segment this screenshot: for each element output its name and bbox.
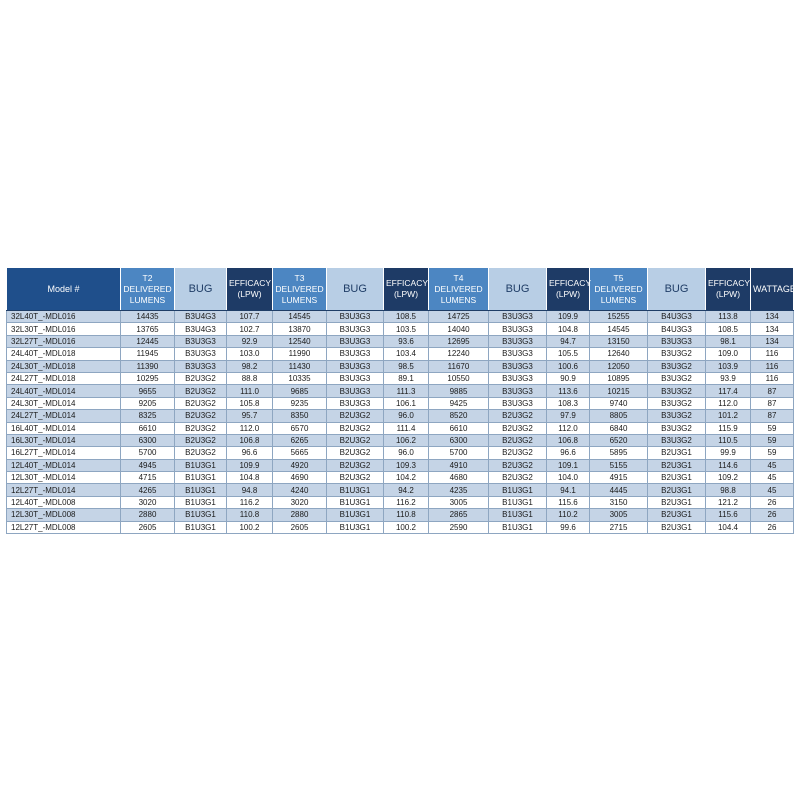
- table-header-row: [7, 268, 794, 311]
- cell-t5-bug: B3U3G2: [648, 410, 706, 422]
- cell-t4-bug: B3U3G3: [489, 335, 547, 347]
- cell-t3-bug: B2U3G2: [327, 422, 384, 434]
- cell-t5-efficacy: 110.5: [706, 434, 751, 446]
- cell-t5-bug: B2U3G1: [648, 447, 706, 459]
- cell-t3-lumens: 9685: [273, 385, 327, 397]
- cell-t3-bug: B1U3G1: [327, 509, 384, 521]
- cell-t5-lumens: 5895: [590, 447, 648, 459]
- cell-t2-lumens: 6610: [121, 422, 175, 434]
- cell-wattage: 134: [751, 323, 794, 335]
- table-row: [7, 410, 794, 422]
- cell-t2-lumens: 12445: [121, 335, 175, 347]
- table-row: [7, 372, 794, 384]
- cell-t5-bug: B2U3G1: [648, 509, 706, 521]
- cell-t5-efficacy: 98.8: [706, 484, 751, 496]
- header-t3-efficacy: EFFICACY (LPW): [384, 268, 429, 311]
- cell-model: 16L40T_-MDL014: [7, 422, 121, 434]
- cell-t2-bug: B3U3G3: [175, 335, 227, 347]
- cell-wattage: 116: [751, 360, 794, 372]
- cell-t3-efficacy: 103.4: [384, 348, 429, 360]
- cell-t3-efficacy: 103.5: [384, 323, 429, 335]
- cell-t2-bug: B3U4G3: [175, 323, 227, 335]
- cell-t3-bug: B3U3G3: [327, 397, 384, 409]
- cell-t5-efficacy: 115.6: [706, 509, 751, 521]
- header-t3-lumens: T3 DELIVERED LUMENS: [273, 268, 327, 311]
- cell-t4-lumens: 9885: [429, 385, 489, 397]
- cell-t4-efficacy: 108.3: [547, 397, 590, 409]
- table-row: [7, 323, 794, 335]
- cell-t2-efficacy: 111.0: [227, 385, 273, 397]
- cell-t4-bug: B2U3G2: [489, 410, 547, 422]
- header-t2-bug: BUG: [175, 268, 227, 311]
- cell-wattage: 87: [751, 385, 794, 397]
- cell-t3-lumens: 2605: [273, 521, 327, 533]
- cell-t2-lumens: 2605: [121, 521, 175, 533]
- header-t2-efficacy: EFFICACY (LPW): [227, 268, 273, 311]
- cell-t4-efficacy: 115.6: [547, 496, 590, 508]
- cell-t3-efficacy: 108.5: [384, 311, 429, 323]
- table-body: [7, 311, 794, 534]
- cell-t2-lumens: 4715: [121, 472, 175, 484]
- cell-t2-efficacy: 95.7: [227, 410, 273, 422]
- cell-model: 16L27T_-MDL014: [7, 447, 121, 459]
- table-row: [7, 459, 794, 471]
- cell-model: 24L40T_-MDL018: [7, 348, 121, 360]
- cell-model: 16L30T_-MDL014: [7, 434, 121, 446]
- cell-t4-efficacy: 105.5: [547, 348, 590, 360]
- cell-t3-bug: B2U3G2: [327, 410, 384, 422]
- cell-t3-lumens: 5665: [273, 447, 327, 459]
- cell-t3-lumens: 13870: [273, 323, 327, 335]
- table-row: [7, 496, 794, 508]
- cell-t5-efficacy: 103.9: [706, 360, 751, 372]
- cell-t3-efficacy: 106.2: [384, 434, 429, 446]
- cell-t3-lumens: 10335: [273, 372, 327, 384]
- cell-t3-lumens: 3020: [273, 496, 327, 508]
- cell-t4-lumens: 12695: [429, 335, 489, 347]
- cell-t2-efficacy: 112.0: [227, 422, 273, 434]
- cell-t5-bug: B2U3G1: [648, 472, 706, 484]
- cell-t5-lumens: 15255: [590, 311, 648, 323]
- cell-t4-lumens: 8520: [429, 410, 489, 422]
- cell-t2-lumens: 2880: [121, 509, 175, 521]
- cell-t2-lumens: 11390: [121, 360, 175, 372]
- cell-t5-efficacy: 109.2: [706, 472, 751, 484]
- cell-t4-bug: B2U3G2: [489, 447, 547, 459]
- cell-model: 24L27T_-MDL018: [7, 372, 121, 384]
- cell-t3-lumens: 6570: [273, 422, 327, 434]
- cell-t5-efficacy: 113.8: [706, 311, 751, 323]
- cell-t4-lumens: 6610: [429, 422, 489, 434]
- cell-t4-bug: B3U3G3: [489, 311, 547, 323]
- cell-t3-efficacy: 104.2: [384, 472, 429, 484]
- cell-t4-efficacy: 112.0: [547, 422, 590, 434]
- cell-wattage: 116: [751, 372, 794, 384]
- cell-t2-efficacy: 110.8: [227, 509, 273, 521]
- table-row: [7, 434, 794, 446]
- header-model: Model #: [7, 268, 121, 311]
- cell-t5-efficacy: 108.5: [706, 323, 751, 335]
- cell-t4-bug: B3U3G3: [489, 360, 547, 372]
- cell-t4-bug: B3U3G3: [489, 372, 547, 384]
- cell-t3-lumens: 14545: [273, 311, 327, 323]
- cell-t4-bug: B1U3G1: [489, 484, 547, 496]
- cell-t2-efficacy: 92.9: [227, 335, 273, 347]
- table-row: [7, 397, 794, 409]
- cell-t4-lumens: 4235: [429, 484, 489, 496]
- cell-wattage: 134: [751, 311, 794, 323]
- cell-t3-lumens: 4690: [273, 472, 327, 484]
- cell-t2-lumens: 11945: [121, 348, 175, 360]
- cell-t5-efficacy: 115.9: [706, 422, 751, 434]
- cell-t5-efficacy: 117.4: [706, 385, 751, 397]
- cell-t2-bug: B2U3G2: [175, 447, 227, 459]
- cell-t2-efficacy: 116.2: [227, 496, 273, 508]
- cell-t5-bug: B4U3G3: [648, 323, 706, 335]
- cell-t5-efficacy: 98.1: [706, 335, 751, 347]
- cell-t5-lumens: 4915: [590, 472, 648, 484]
- cell-t4-lumens: 6300: [429, 434, 489, 446]
- cell-t4-efficacy: 104.0: [547, 472, 590, 484]
- cell-wattage: 45: [751, 472, 794, 484]
- cell-t2-bug: B2U3G2: [175, 385, 227, 397]
- cell-t4-lumens: 12240: [429, 348, 489, 360]
- cell-t4-bug: B3U3G3: [489, 385, 547, 397]
- cell-t2-bug: B1U3G1: [175, 509, 227, 521]
- cell-t4-efficacy: 94.1: [547, 484, 590, 496]
- cell-model: 32L40T_-MDL016: [7, 311, 121, 323]
- cell-t4-lumens: 14040: [429, 323, 489, 335]
- cell-model: 24L30T_-MDL018: [7, 360, 121, 372]
- header-t4-lumens: T4 DELIVERED LUMENS: [429, 268, 489, 311]
- cell-t2-lumens: 4265: [121, 484, 175, 496]
- cell-t5-efficacy: 121.2: [706, 496, 751, 508]
- cell-t2-lumens: 14435: [121, 311, 175, 323]
- cell-wattage: 26: [751, 496, 794, 508]
- cell-t2-efficacy: 104.8: [227, 472, 273, 484]
- cell-t3-efficacy: 106.1: [384, 397, 429, 409]
- table-row: [7, 521, 794, 533]
- cell-t3-bug: B1U3G1: [327, 484, 384, 496]
- cell-model: 12L30T_-MDL008: [7, 509, 121, 521]
- cell-t3-efficacy: 94.2: [384, 484, 429, 496]
- cell-t5-lumens: 5155: [590, 459, 648, 471]
- cell-t3-bug: B3U3G3: [327, 385, 384, 397]
- cell-t4-bug: B1U3G1: [489, 521, 547, 533]
- cell-t4-lumens: 4680: [429, 472, 489, 484]
- cell-t3-efficacy: 110.8: [384, 509, 429, 521]
- cell-t2-lumens: 3020: [121, 496, 175, 508]
- cell-model: 12L40T_-MDL014: [7, 459, 121, 471]
- cell-t2-bug: B1U3G1: [175, 521, 227, 533]
- header-t4-bug: BUG: [489, 268, 547, 311]
- cell-wattage: 87: [751, 410, 794, 422]
- cell-t5-bug: B4U3G3: [648, 311, 706, 323]
- cell-t2-bug: B2U3G2: [175, 410, 227, 422]
- cell-t5-bug: B3U3G2: [648, 360, 706, 372]
- cell-t2-efficacy: 94.8: [227, 484, 273, 496]
- cell-t4-efficacy: 109.1: [547, 459, 590, 471]
- cell-t2-lumens: 9655: [121, 385, 175, 397]
- cell-t4-efficacy: 94.7: [547, 335, 590, 347]
- cell-t3-bug: B1U3G1: [327, 521, 384, 533]
- cell-t2-lumens: 9205: [121, 397, 175, 409]
- cell-t3-bug: B3U3G3: [327, 335, 384, 347]
- header-t2-lumens: T2 DELIVERED LUMENS: [121, 268, 175, 311]
- cell-t5-efficacy: 109.0: [706, 348, 751, 360]
- cell-wattage: 87: [751, 397, 794, 409]
- cell-wattage: 116: [751, 348, 794, 360]
- cell-model: 12L27T_-MDL008: [7, 521, 121, 533]
- cell-t5-lumens: 10895: [590, 372, 648, 384]
- cell-t5-bug: B2U3G1: [648, 484, 706, 496]
- cell-t4-lumens: 14725: [429, 311, 489, 323]
- cell-t2-lumens: 5700: [121, 447, 175, 459]
- cell-t4-bug: B1U3G1: [489, 509, 547, 521]
- cell-model: 24L40T_-MDL014: [7, 385, 121, 397]
- cell-t4-bug: B3U3G3: [489, 348, 547, 360]
- cell-t3-lumens: 9235: [273, 397, 327, 409]
- cell-t4-efficacy: 113.6: [547, 385, 590, 397]
- header-t4-efficacy: EFFICACY (LPW): [547, 268, 590, 311]
- cell-t5-lumens: 12050: [590, 360, 648, 372]
- cell-t5-bug: B2U3G1: [648, 521, 706, 533]
- cell-t4-lumens: 4910: [429, 459, 489, 471]
- cell-t5-bug: B3U3G2: [648, 348, 706, 360]
- cell-t3-lumens: 4240: [273, 484, 327, 496]
- cell-t2-lumens: 13765: [121, 323, 175, 335]
- cell-t3-efficacy: 100.2: [384, 521, 429, 533]
- header-t5-lumens: T5 DELIVERED LUMENS: [590, 268, 648, 311]
- cell-model: 12L30T_-MDL014: [7, 472, 121, 484]
- cell-t2-lumens: 10295: [121, 372, 175, 384]
- cell-t3-lumens: 11990: [273, 348, 327, 360]
- cell-t3-efficacy: 96.0: [384, 447, 429, 459]
- table-row: [7, 509, 794, 521]
- cell-t2-bug: B1U3G1: [175, 496, 227, 508]
- cell-model: 32L27T_-MDL016: [7, 335, 121, 347]
- cell-t2-bug: B1U3G1: [175, 484, 227, 496]
- cell-t5-bug: B2U3G1: [648, 459, 706, 471]
- cell-t4-bug: B2U3G2: [489, 472, 547, 484]
- cell-t3-efficacy: 96.0: [384, 410, 429, 422]
- cell-t3-lumens: 8350: [273, 410, 327, 422]
- table-row: [7, 360, 794, 372]
- cell-t4-lumens: 11670: [429, 360, 489, 372]
- cell-t5-bug: B2U3G1: [648, 496, 706, 508]
- cell-t4-efficacy: 96.6: [547, 447, 590, 459]
- cell-t5-bug: B3U3G2: [648, 397, 706, 409]
- cell-t3-efficacy: 89.1: [384, 372, 429, 384]
- cell-model: 12L27T_-MDL014: [7, 484, 121, 496]
- cell-model: 24L30T_-MDL014: [7, 397, 121, 409]
- cell-model: 12L40T_-MDL008: [7, 496, 121, 508]
- cell-wattage: 59: [751, 434, 794, 446]
- table-row: [7, 472, 794, 484]
- cell-t2-efficacy: 107.7: [227, 311, 273, 323]
- cell-t2-efficacy: 88.8: [227, 372, 273, 384]
- cell-t4-efficacy: 104.8: [547, 323, 590, 335]
- cell-t4-efficacy: 90.9: [547, 372, 590, 384]
- cell-t3-lumens: 11430: [273, 360, 327, 372]
- cell-t3-efficacy: 93.6: [384, 335, 429, 347]
- cell-t5-lumens: 4445: [590, 484, 648, 496]
- cell-t4-bug: B2U3G2: [489, 422, 547, 434]
- cell-t4-bug: B2U3G2: [489, 434, 547, 446]
- cell-t3-efficacy: 116.2: [384, 496, 429, 508]
- cell-model: 24L27T_-MDL014: [7, 410, 121, 422]
- cell-t4-efficacy: 97.9: [547, 410, 590, 422]
- cell-t5-lumens: 13150: [590, 335, 648, 347]
- cell-wattage: 59: [751, 422, 794, 434]
- cell-t4-efficacy: 106.8: [547, 434, 590, 446]
- cell-t4-lumens: 9425: [429, 397, 489, 409]
- cell-t4-efficacy: 110.2: [547, 509, 590, 521]
- lumen-table: [6, 267, 794, 534]
- cell-t5-lumens: 2715: [590, 521, 648, 533]
- cell-t4-efficacy: 100.6: [547, 360, 590, 372]
- cell-t4-bug: B2U3G2: [489, 459, 547, 471]
- cell-t3-bug: B2U3G2: [327, 459, 384, 471]
- cell-t2-efficacy: 109.9: [227, 459, 273, 471]
- cell-t5-bug: B3U3G2: [648, 372, 706, 384]
- cell-t5-bug: B3U3G2: [648, 434, 706, 446]
- cell-t3-bug: B3U3G3: [327, 372, 384, 384]
- table-row: [7, 447, 794, 459]
- cell-t3-bug: B3U3G3: [327, 311, 384, 323]
- cell-t3-bug: B2U3G2: [327, 472, 384, 484]
- cell-t3-lumens: 4920: [273, 459, 327, 471]
- cell-t2-efficacy: 100.2: [227, 521, 273, 533]
- cell-t5-lumens: 9740: [590, 397, 648, 409]
- cell-t5-efficacy: 104.4: [706, 521, 751, 533]
- cell-t3-bug: B2U3G2: [327, 447, 384, 459]
- cell-t2-bug: B3U3G3: [175, 360, 227, 372]
- cell-wattage: 45: [751, 484, 794, 496]
- cell-t2-bug: B1U3G1: [175, 472, 227, 484]
- cell-t2-bug: B1U3G1: [175, 459, 227, 471]
- cell-t5-lumens: 6840: [590, 422, 648, 434]
- cell-t4-efficacy: 109.9: [547, 311, 590, 323]
- cell-t2-bug: B2U3G2: [175, 422, 227, 434]
- cell-t3-bug: B3U3G3: [327, 348, 384, 360]
- cell-t5-lumens: 6520: [590, 434, 648, 446]
- cell-t3-efficacy: 109.3: [384, 459, 429, 471]
- cell-t3-bug: B3U3G3: [327, 360, 384, 372]
- cell-t2-bug: B2U3G2: [175, 372, 227, 384]
- cell-t2-efficacy: 102.7: [227, 323, 273, 335]
- cell-t3-efficacy: 111.3: [384, 385, 429, 397]
- table-row: [7, 348, 794, 360]
- cell-t2-efficacy: 98.2: [227, 360, 273, 372]
- cell-t5-bug: B3U3G2: [648, 385, 706, 397]
- cell-wattage: 45: [751, 459, 794, 471]
- table-row: [7, 422, 794, 434]
- cell-t4-efficacy: 99.6: [547, 521, 590, 533]
- table-row: [7, 335, 794, 347]
- cell-t2-lumens: 8325: [121, 410, 175, 422]
- cell-t5-lumens: 12640: [590, 348, 648, 360]
- cell-t5-efficacy: 112.0: [706, 397, 751, 409]
- cell-model: 32L30T_-MDL016: [7, 323, 121, 335]
- cell-t2-bug: B3U3G3: [175, 348, 227, 360]
- cell-t2-efficacy: 96.6: [227, 447, 273, 459]
- cell-t5-bug: B3U3G2: [648, 422, 706, 434]
- cell-t5-efficacy: 93.9: [706, 372, 751, 384]
- cell-t2-efficacy: 105.8: [227, 397, 273, 409]
- cell-t3-efficacy: 98.5: [384, 360, 429, 372]
- cell-t3-lumens: 12540: [273, 335, 327, 347]
- cell-wattage: 26: [751, 509, 794, 521]
- cell-t5-efficacy: 101.2: [706, 410, 751, 422]
- cell-t2-bug: B2U3G2: [175, 397, 227, 409]
- cell-t3-bug: B3U3G3: [327, 323, 384, 335]
- cell-t4-lumens: 2590: [429, 521, 489, 533]
- cell-t5-lumens: 3005: [590, 509, 648, 521]
- cell-t3-lumens: 6265: [273, 434, 327, 446]
- cell-wattage: 26: [751, 521, 794, 533]
- cell-t3-efficacy: 111.4: [384, 422, 429, 434]
- cell-t4-lumens: 2865: [429, 509, 489, 521]
- cell-t3-lumens: 2880: [273, 509, 327, 521]
- header-wattage: WATTAGE: [751, 268, 794, 311]
- cell-t5-efficacy: 99.9: [706, 447, 751, 459]
- cell-t4-lumens: 5700: [429, 447, 489, 459]
- cell-t4-bug: B3U3G3: [489, 323, 547, 335]
- cell-t5-efficacy: 114.6: [706, 459, 751, 471]
- cell-t2-bug: B2U3G2: [175, 434, 227, 446]
- cell-t5-lumens: 8805: [590, 410, 648, 422]
- header-t5-bug: BUG: [648, 268, 706, 311]
- table-row: [7, 385, 794, 397]
- table-row: [7, 311, 794, 323]
- cell-t5-lumens: 14545: [590, 323, 648, 335]
- cell-t3-bug: B2U3G2: [327, 434, 384, 446]
- cell-t5-lumens: 10215: [590, 385, 648, 397]
- table-row: [7, 484, 794, 496]
- header-t5-efficacy: EFFICACY (LPW): [706, 268, 751, 311]
- cell-t5-bug: B3U3G3: [648, 335, 706, 347]
- cell-t5-lumens: 3150: [590, 496, 648, 508]
- cell-t4-bug: B3U3G3: [489, 397, 547, 409]
- cell-t2-efficacy: 103.0: [227, 348, 273, 360]
- cell-t2-bug: B3U4G3: [175, 311, 227, 323]
- cell-t4-lumens: 10550: [429, 372, 489, 384]
- cell-wattage: 59: [751, 447, 794, 459]
- cell-t4-bug: B1U3G1: [489, 496, 547, 508]
- cell-t2-efficacy: 106.8: [227, 434, 273, 446]
- header-t3-bug: BUG: [327, 268, 384, 311]
- cell-t3-bug: B1U3G1: [327, 496, 384, 508]
- lumen-table-container: [6, 267, 796, 534]
- cell-t2-lumens: 6300: [121, 434, 175, 446]
- cell-t4-lumens: 3005: [429, 496, 489, 508]
- cell-wattage: 134: [751, 335, 794, 347]
- cell-t2-lumens: 4945: [121, 459, 175, 471]
